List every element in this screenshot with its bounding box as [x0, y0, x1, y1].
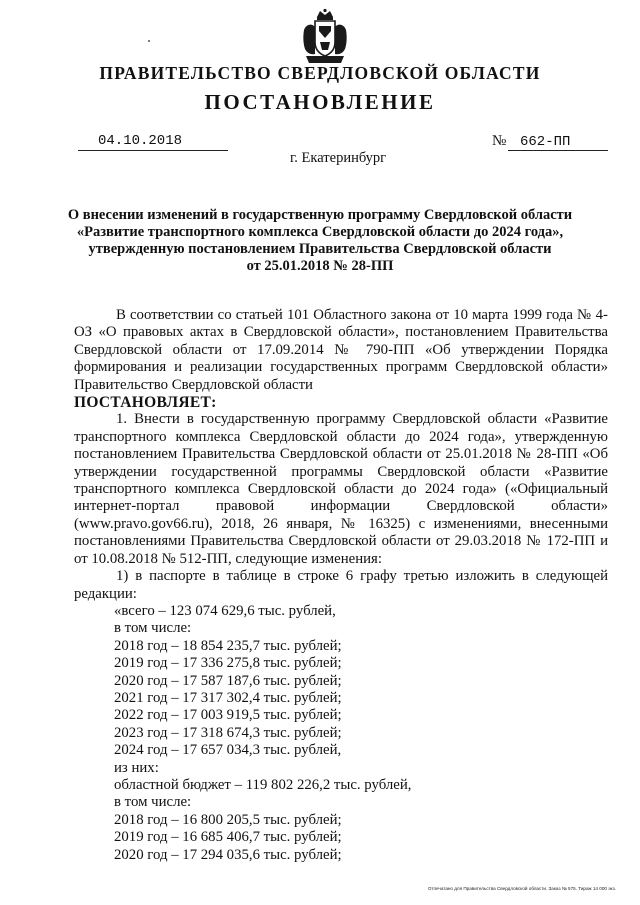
funding-line: 2019 год – 16 685 406,7 тыс. рублей; [114, 829, 342, 846]
subitem-1-paragraph: 1) в паспорте в таблице в строке 6 графу третью изложить в следующей редакции: [74, 568, 608, 602]
number-label: № [492, 133, 507, 149]
scan-speck [148, 40, 150, 42]
print-note: Отпечатано для Правительства Свердловской области. Заказ № 575. Тираж 14 000 экз. [427, 886, 616, 891]
number-underline [508, 150, 608, 151]
item-1-paragraph: 1. Внести в государственную программу Свердловской области «Развитие транспортного комплекса Свердловской области до 2024 года», утвержденную постановлением Правительства Свердловской области от 25.01.2018 № 28-ПП «Об утверждении государственной программы Свердловской области «Развитие транспортного комплекса Свердловской области до 2024 года» («Официальный интернет-портал правовой информации Свердловской области» (www.pravo.gov66.ru), 2018, 26 января, № 16325) с изменениями, внесенными постановлениями Правительства Свердловской области от 29.03.2018 № 172-ПП и от 10.08.2018 № 512-ПП, следующие изменения: [74, 411, 608, 567]
government-title: ПРАВИТЕЛЬСТВО СВЕРДЛОВСКОЙ ОБЛАСТИ [99, 63, 541, 83]
heading-line: «Развитие транспортного комплекса Свердловской области до 2024 года», [76, 224, 564, 240]
funding-line: 2024 год – 17 657 034,3 тыс. рублей, [114, 742, 342, 759]
document-type: ПОСТАНОВЛЕНИЕ [204, 90, 436, 114]
date-underline [78, 150, 228, 151]
heading-line: О внесении изменений в государственную программу Свердловской области [67, 207, 573, 223]
funding-line: 2020 год – 17 294 035,6 тыс. рублей; [114, 846, 342, 863]
funding-line: 2019 год – 17 336 275,8 тыс. рублей; [114, 655, 342, 672]
funding-line: 2022 год – 17 003 919,5 тыс. рублей; [114, 707, 342, 724]
preamble-paragraph: В соответствии со статьей 101 Областного закона от 10 марта 1999 года № 4-ОЗ «О правовых актах в Свердловской области», постановлением Правительства Свердловской области от 17.09.2014 № 790-ПП «Об утверждении Порядка формирования и реализации государственных программ Свердловской области» Правительство Свердловской области [74, 307, 608, 393]
funding-line: 2018 год – 18 854 235,7 тыс. рублей; [114, 637, 342, 654]
document-date: 04.10.2018 [98, 133, 183, 149]
funding-line: 2023 год – 17 318 674,3 тыс. рублей; [114, 724, 342, 741]
funding-line: в том числе: [114, 620, 192, 637]
funding-quote [74, 603, 608, 864]
funding-line: 2018 год – 16 800 205,5 тыс. рублей; [114, 811, 342, 828]
funding-line: областной бюджет – 119 802 226,2 тыс. рублей, [114, 776, 412, 793]
funding-line: 2020 год – 17 587 187,6 тыс. рублей; [114, 672, 342, 689]
funding-line: из них: [114, 759, 159, 776]
document-body [74, 307, 608, 864]
heading-line: от 25.01.2018 № 28-ПП [246, 258, 394, 274]
funding-line: 2021 год – 17 317 302,4 тыс. рублей; [114, 689, 342, 706]
coat-of-arms-icon [300, 8, 350, 66]
document-heading [60, 207, 580, 275]
document-number: 662-ПП [520, 134, 571, 150]
resolves-heading: ПОСТАНОВЛЯЕТ: [74, 394, 217, 412]
funding-line: «всего – 123 074 629,6 тыс. рублей, [114, 602, 336, 619]
city-name: г. Екатеринбург [290, 150, 387, 166]
funding-line: в том числе: [114, 794, 192, 811]
heading-line: утвержденную постановлением Правительства Свердловской области [88, 241, 552, 257]
